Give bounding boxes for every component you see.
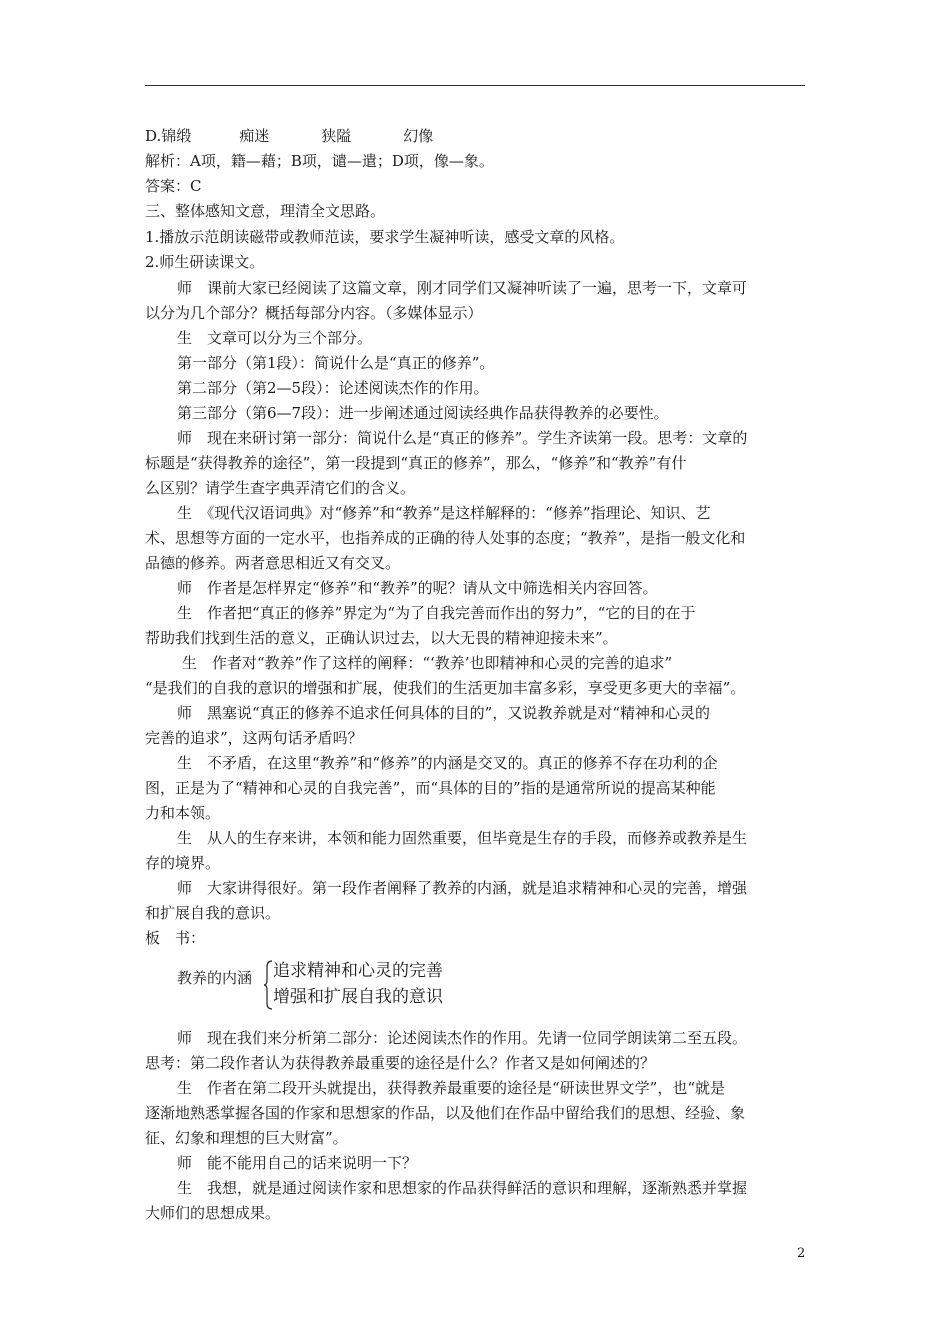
dialogue-line: 生 作者在第二段开头就提出，获得教养最重要的途径是“研读世界文学”，也“就是	[177, 1079, 726, 1097]
dialogue-line: 师 现在我们来分析第二部分：论述阅读杰作的作用。先请一位同学朗读第二至五段。	[177, 1029, 748, 1047]
dialogue-line: 么区别？请学生查字典弄清它们的含义。	[145, 479, 416, 497]
dialogue-line: 师 黑塞说“真正的修养不追求任何具体的目的”，又说教养就是对“精神和心灵的	[177, 704, 711, 722]
dialogue-line: 帮助我们找到生活的意义，正确认识过去，以大无畏的精神迎接未来”。	[145, 629, 618, 647]
dialogue-line: 逐渐地熟悉掌握各国的作家和思想家的作品，以及他们在作品中留给我们的思想、经验、象	[145, 1104, 746, 1122]
dialogue-line: 生 不矛盾，在这里“教养”和“修养”的内涵是交叉的。真正的修养不存在功利的企	[177, 754, 718, 772]
dialogue-line: 师 大家讲得很好。第一段作者阐释了教养的内涵，就是追求精神和心灵的完善，增强	[177, 879, 748, 897]
dialogue-line: 以分为几个部分？概括每部分内容。（多媒体显示）	[145, 304, 483, 322]
analysis-line: 解析：A项，籍—藉；B项，谴—遣；D项，像—象。	[145, 152, 494, 170]
dialogue-line: 大师们的思想成果。	[145, 1204, 281, 1222]
board-title: 板 书：	[145, 929, 206, 947]
dialogue-line: 力和本领。	[145, 804, 221, 822]
option-d-word-3: 狭隘	[321, 127, 352, 145]
dialogue-line: 生 我想，就是通过阅读作家和思想家的作品获得鲜活的意识和理解，逐渐熟悉并掌握	[177, 1179, 748, 1197]
page-number: 2	[797, 1246, 806, 1261]
part-2-line: 第二部分（第2—5段）：论述阅读杰作的作用。	[177, 379, 489, 397]
dialogue-line: “是我们的自我的意识的增强和扩展，使我们的生活更加丰富多彩，享受更多更大的幸福”。	[145, 679, 746, 697]
dialogue-line: 标题是“获得教养的途径”，第一段提到“真正的修养”，那么，“修养”和“教养”有什	[145, 454, 687, 472]
board-item-2: 增强和扩展自我的意识	[273, 987, 443, 1007]
section-heading: 三、整体感知文意，理清全文思路。	[145, 202, 386, 220]
board-item-1: 追求精神和心灵的完善	[273, 961, 443, 981]
dialogue-line: 师 课前大家已经阅读了这篇文章，刚才同学们又凝神听读了一遍，思考一下，文章可	[177, 279, 748, 297]
dialogue-line: 征、幻象和理想的巨大财富”。	[145, 1129, 348, 1147]
header-rule	[145, 85, 805, 86]
dialogue-line: 生 作者对“教养”作了这样的阐释：“‘教养’也即精神和心灵的完善的追求”	[182, 654, 673, 672]
dialogue-line: 师 作者是怎样界定“修养”和“教养”的呢？请从文中筛选相关内容回答。	[177, 579, 658, 597]
step-1: 1.播放示范朗读磁带或教师范读，要求学生凝神听读，感受文章的风格。	[145, 228, 625, 246]
option-d-word-4: 幻像	[403, 127, 434, 145]
dialogue-line: 生 从人的生存来讲，本领和能力固然重要，但毕竟是生存的手段，而修养或教养是生	[177, 829, 748, 847]
dialogue-line: 师 能不能用自己的话来说明一下？	[177, 1154, 418, 1172]
option-d-label: D.锦缎	[145, 127, 192, 145]
dialogue-line: 生 《现代汉语词典》对“修养”和“教养”是这样解释的：“修养”指理论、知识、艺	[177, 504, 711, 522]
brace-icon	[263, 960, 273, 1010]
dialogue-line: 思考：第二段作者认为获得教养最重要的途径是什么？作者又是如何阐述的？	[145, 1054, 656, 1072]
dialogue-line: 存的境界。	[145, 854, 221, 872]
part-3-line: 第三部分（第6—7段）：进一步阐述通过阅读经典作品获得教养的必要性。	[177, 404, 669, 422]
part-1-line: 第一部分（第1段）：简说什么是“真正的修养”。	[177, 354, 495, 372]
dialogue-line: 完善的追求”，这两句话矛盾吗？	[145, 729, 363, 747]
dialogue-line: 图，正是为了“精神和心灵的自我完善”，而“具体的目的”指的是通常所说的提高某种能	[145, 779, 716, 797]
dialogue-line: 生 文章可以分为三个部分。	[177, 329, 373, 347]
board-label: 教养的内涵	[177, 969, 253, 987]
step-2: 2.师生研读课文。	[145, 253, 265, 271]
dialogue-line: 生 作者把“真正的修养”界定为“为了自我完善而作出的努力”，“它的目的在于	[177, 604, 696, 622]
option-d-line	[145, 126, 433, 146]
dialogue-line: 师 现在来研讨第一部分：简说什么是“真正的修养”。学生齐读第一段。思考：文章的	[177, 429, 748, 447]
dialogue-line: 和扩展自我的意识。	[145, 904, 281, 922]
option-d-word-2: 痴迷	[239, 127, 270, 145]
answer-line: 答案：C	[145, 177, 202, 195]
dialogue-line: 术、思想等方面的一定水平，也指养成的正确的待人处事的态度；“教养”，是指一般文化和	[145, 529, 746, 547]
dialogue-line: 品德的修养。两者意思相近又有交叉。	[145, 554, 401, 572]
